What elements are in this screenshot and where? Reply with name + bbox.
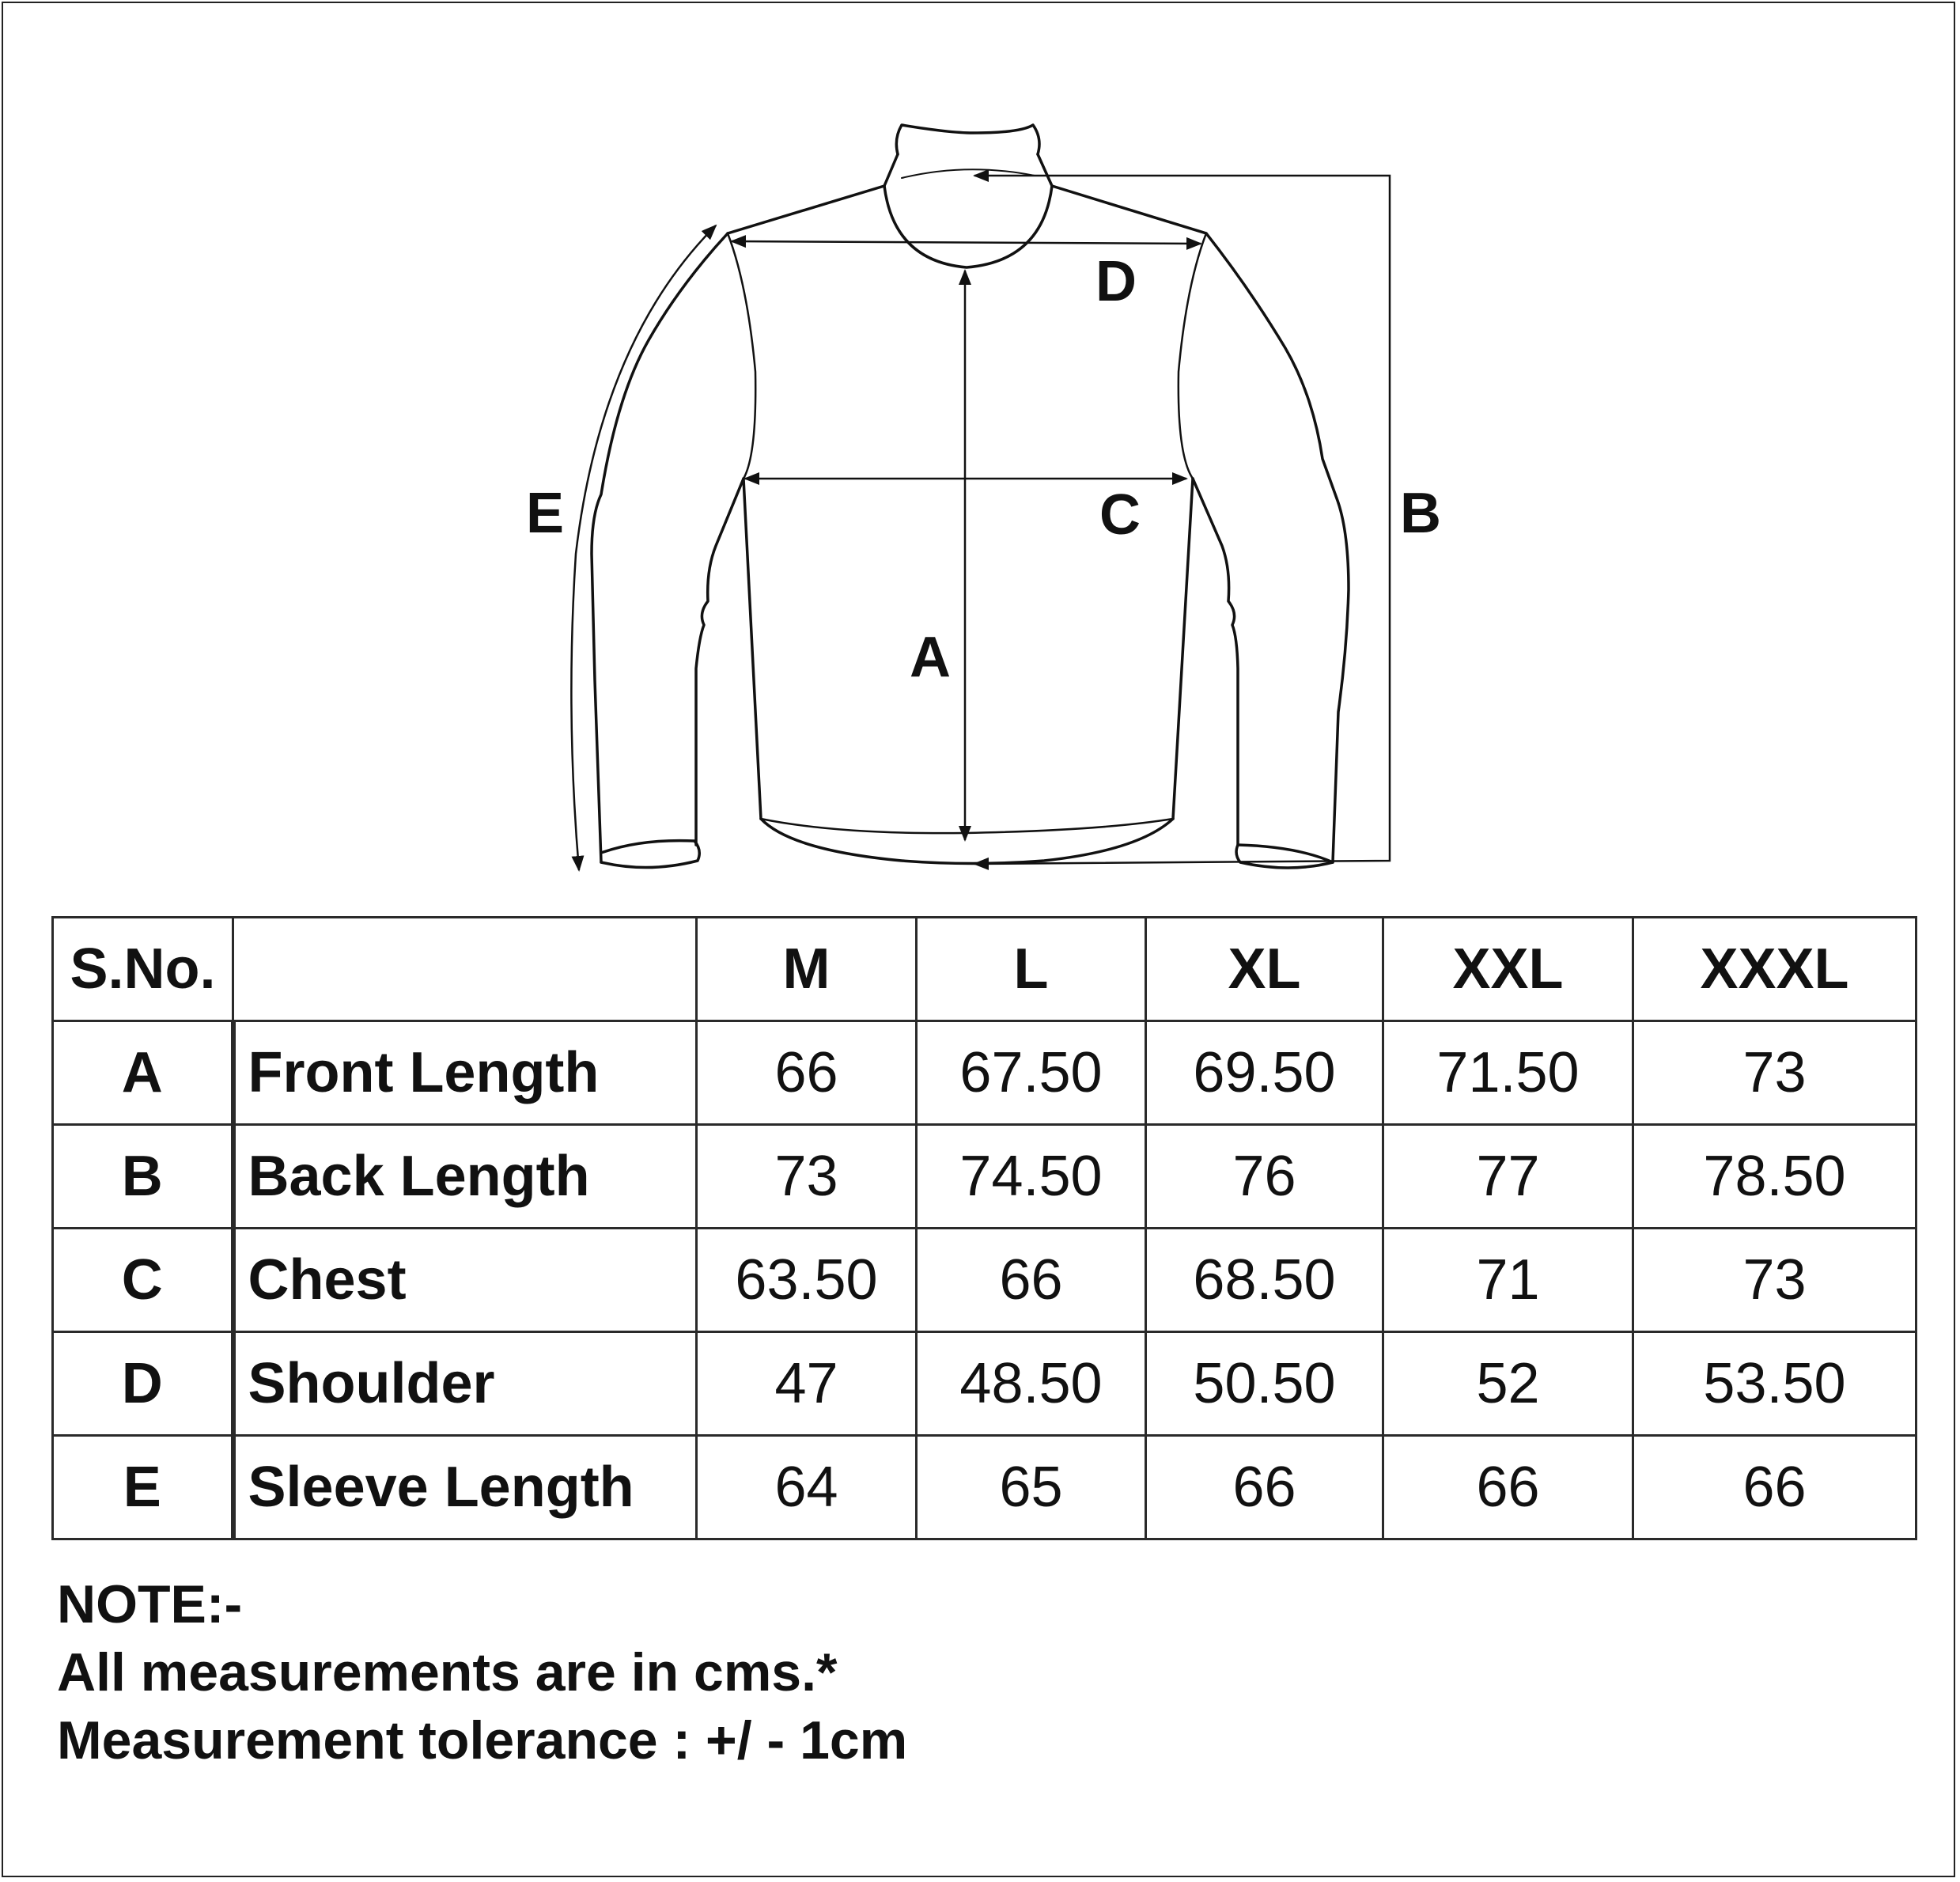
cell-value: 68.50: [1146, 1229, 1383, 1332]
shoulder-measure-line: [732, 241, 1201, 244]
cell-value: 65: [917, 1436, 1146, 1539]
right-cuff: [1236, 845, 1333, 868]
table-header-row: [53, 918, 1916, 1021]
table-row: [53, 1021, 1916, 1125]
cell-value: 63.50: [697, 1229, 917, 1332]
row-code: A: [53, 1021, 233, 1125]
row-name: Front Length: [233, 1021, 697, 1125]
right-body-lower: [1173, 479, 1193, 819]
left-sleeve-outer: [592, 233, 728, 862]
cell-value: 50.50: [1146, 1332, 1383, 1436]
right-sleeve-outer: [1206, 233, 1349, 862]
table-row: [53, 1125, 1916, 1229]
cell-value: 76: [1146, 1125, 1383, 1229]
cell-value: 74.50: [917, 1125, 1146, 1229]
cell-value: 69.50: [1146, 1021, 1383, 1125]
label-a: A: [910, 626, 951, 689]
collar: [896, 125, 1039, 154]
left-shoulder: [728, 186, 884, 233]
cell-value: 66: [1146, 1436, 1383, 1539]
size-header-l: L: [917, 918, 1146, 1021]
sno-header: S.No.: [53, 918, 233, 1021]
left-sleeve-inner: [696, 479, 744, 845]
row-name: Back Length: [233, 1125, 697, 1229]
neck-front: [884, 186, 1052, 267]
cell-value: 78.50: [1633, 1125, 1916, 1229]
row-name: Chest: [233, 1229, 697, 1332]
left-cuff: [601, 841, 699, 868]
cell-value: 66: [697, 1021, 917, 1125]
row-name: Shoulder: [233, 1332, 697, 1436]
size-header-xxxl: XXXL: [1633, 918, 1916, 1021]
label-d: D: [1095, 250, 1137, 313]
label-c: C: [1099, 483, 1141, 547]
cell-value: 73: [1633, 1021, 1916, 1125]
row-code: D: [53, 1332, 233, 1436]
row-name: Sleeve Length: [233, 1436, 697, 1539]
note-tolerance: Measurement tolerance : +/ - 1cm: [57, 1710, 908, 1770]
row-code: C: [53, 1229, 233, 1332]
cell-value: 64: [697, 1436, 917, 1539]
cell-value: 73: [697, 1125, 917, 1229]
table-row: [53, 1332, 1916, 1436]
label-b: B: [1400, 482, 1441, 545]
back-length-measure-line: [974, 176, 1390, 864]
right-sleeve-inner: [1193, 479, 1238, 845]
note-heading: NOTE:-: [57, 1574, 243, 1634]
cell-value: 53.50: [1633, 1332, 1916, 1436]
table-row: [53, 1229, 1916, 1332]
size-chart-table: [51, 916, 1917, 1540]
cell-value: 73: [1633, 1229, 1916, 1332]
collar-inner: [902, 169, 1035, 178]
size-header-m: M: [697, 918, 917, 1021]
cell-value: 66: [1633, 1436, 1916, 1539]
size-header-xxl: XXL: [1383, 918, 1633, 1021]
row-code: B: [53, 1125, 233, 1229]
label-e: E: [526, 482, 565, 545]
right-body-side: [1179, 233, 1206, 479]
size-header-xl: XL: [1146, 918, 1383, 1021]
cell-value: 47: [697, 1332, 917, 1436]
measurement-lines: [571, 176, 1390, 870]
cell-value: 66: [917, 1229, 1146, 1332]
cell-value: 66: [1383, 1436, 1633, 1539]
cell-value: 71.50: [1383, 1021, 1633, 1125]
left-body-lower: [744, 479, 761, 819]
row-code: E: [53, 1436, 233, 1539]
notes-block: [57, 1570, 907, 1774]
cell-value: 48.50: [917, 1332, 1146, 1436]
note-units: All measurements are in cms.*: [57, 1642, 838, 1702]
left-body-side: [728, 233, 755, 479]
measurement-name-header: [233, 918, 697, 1021]
cell-value: 71: [1383, 1229, 1633, 1332]
cell-value: 77: [1383, 1125, 1633, 1229]
cell-value: 67.50: [917, 1021, 1146, 1125]
hem-upper: [761, 819, 1173, 833]
table-row: [53, 1436, 1916, 1539]
right-shoulder: [1052, 186, 1206, 233]
jacket-measurement-diagram: [0, 0, 1960, 894]
cell-value: 52: [1383, 1332, 1633, 1436]
